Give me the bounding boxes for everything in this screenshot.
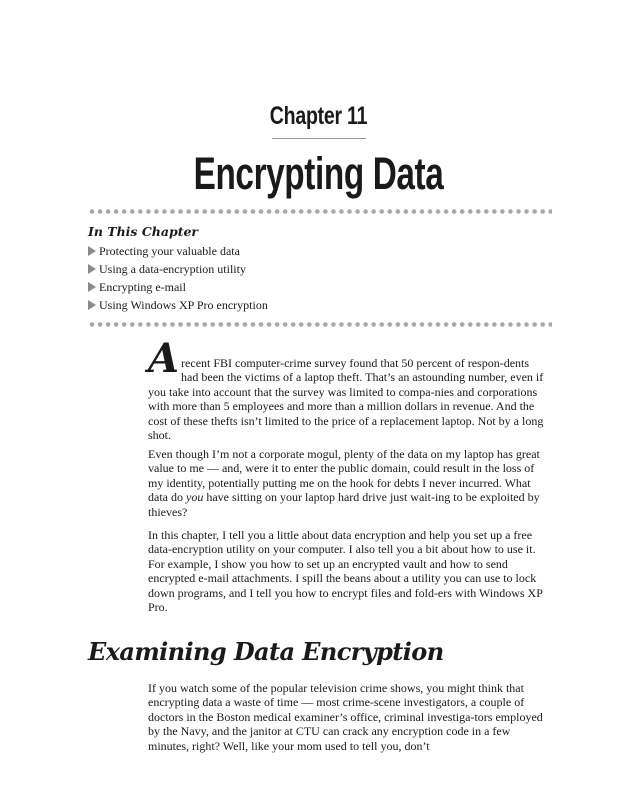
dotted-divider-bottom — [88, 322, 552, 327]
intro-paragraph-1: A recent FBI computer-crime survey found that 50 percent of respon-dents had been the victims of a laptop theft. That’s an astounding number, even if you take into account that the survey was limited to compa-nies and corporations with more than 5 employees and more than a million dollars in revenue. And the cost of these thefts isn’t limited to the price of a replacement laptop. Not by a long shot. — [148, 335, 544, 443]
list-item: Protecting your valuable data — [88, 242, 268, 260]
arrow-bullet-icon — [88, 264, 96, 274]
drop-cap: A — [148, 335, 180, 382]
list-item: Using Windows XP Pro encryption — [88, 296, 268, 314]
arrow-bullet-icon — [88, 282, 96, 292]
arrow-bullet-icon — [88, 300, 96, 310]
list-item: Using a data-encryption utility — [88, 260, 268, 278]
intro-paragraph-2: Even though I’m not a corporate mogul, plenty of the data on my laptop has great value to me — and, were it to enter the public domain, could result in the loss of my identity, potentially putting me on the hook for debts I never incurred. What data do you have sitting on your laptop hard drive just wait-ing to be exploited by thieves? — [148, 447, 540, 519]
chapter-rule — [272, 138, 366, 139]
chapter-number: Chapter 11 — [269, 102, 368, 130]
chapter-title: Encrypting Data — [193, 148, 444, 199]
intro-paragraph-3: In this chapter, I tell you a little about data encryption and help you set up a free data-encryption utility on your computer. I also tell you a bit about how to use it. For example, I show you how to set up an encrypted vault and how to send encrypted e-mail attachments. I spill the beans about a utility you can use to lock down programs, and I tell you how to encrypt files and fold-ers with Windows XP Pro. — [148, 528, 543, 615]
arrow-bullet-icon — [88, 246, 96, 256]
list-item: Encrypting e-mail — [88, 278, 268, 296]
in-this-chapter-heading: In This Chapter — [88, 224, 199, 239]
dotted-divider-top — [88, 209, 552, 214]
section-paragraph-1: If you watch some of the popular television crime shows, you might think that encrypting data a waste of time — most crime-scene investigators, a couple of doctors in the Boston medical examiner’s office, criminal investiga-tors employed by the Navy, and the janitor at CTU can crack any encryption code in a few minutes, right? Well, like your mom used to tell you, don’t — [148, 681, 543, 753]
chapter-topics-list — [88, 242, 268, 314]
section-heading: Examining Data Encryption — [88, 637, 444, 666]
